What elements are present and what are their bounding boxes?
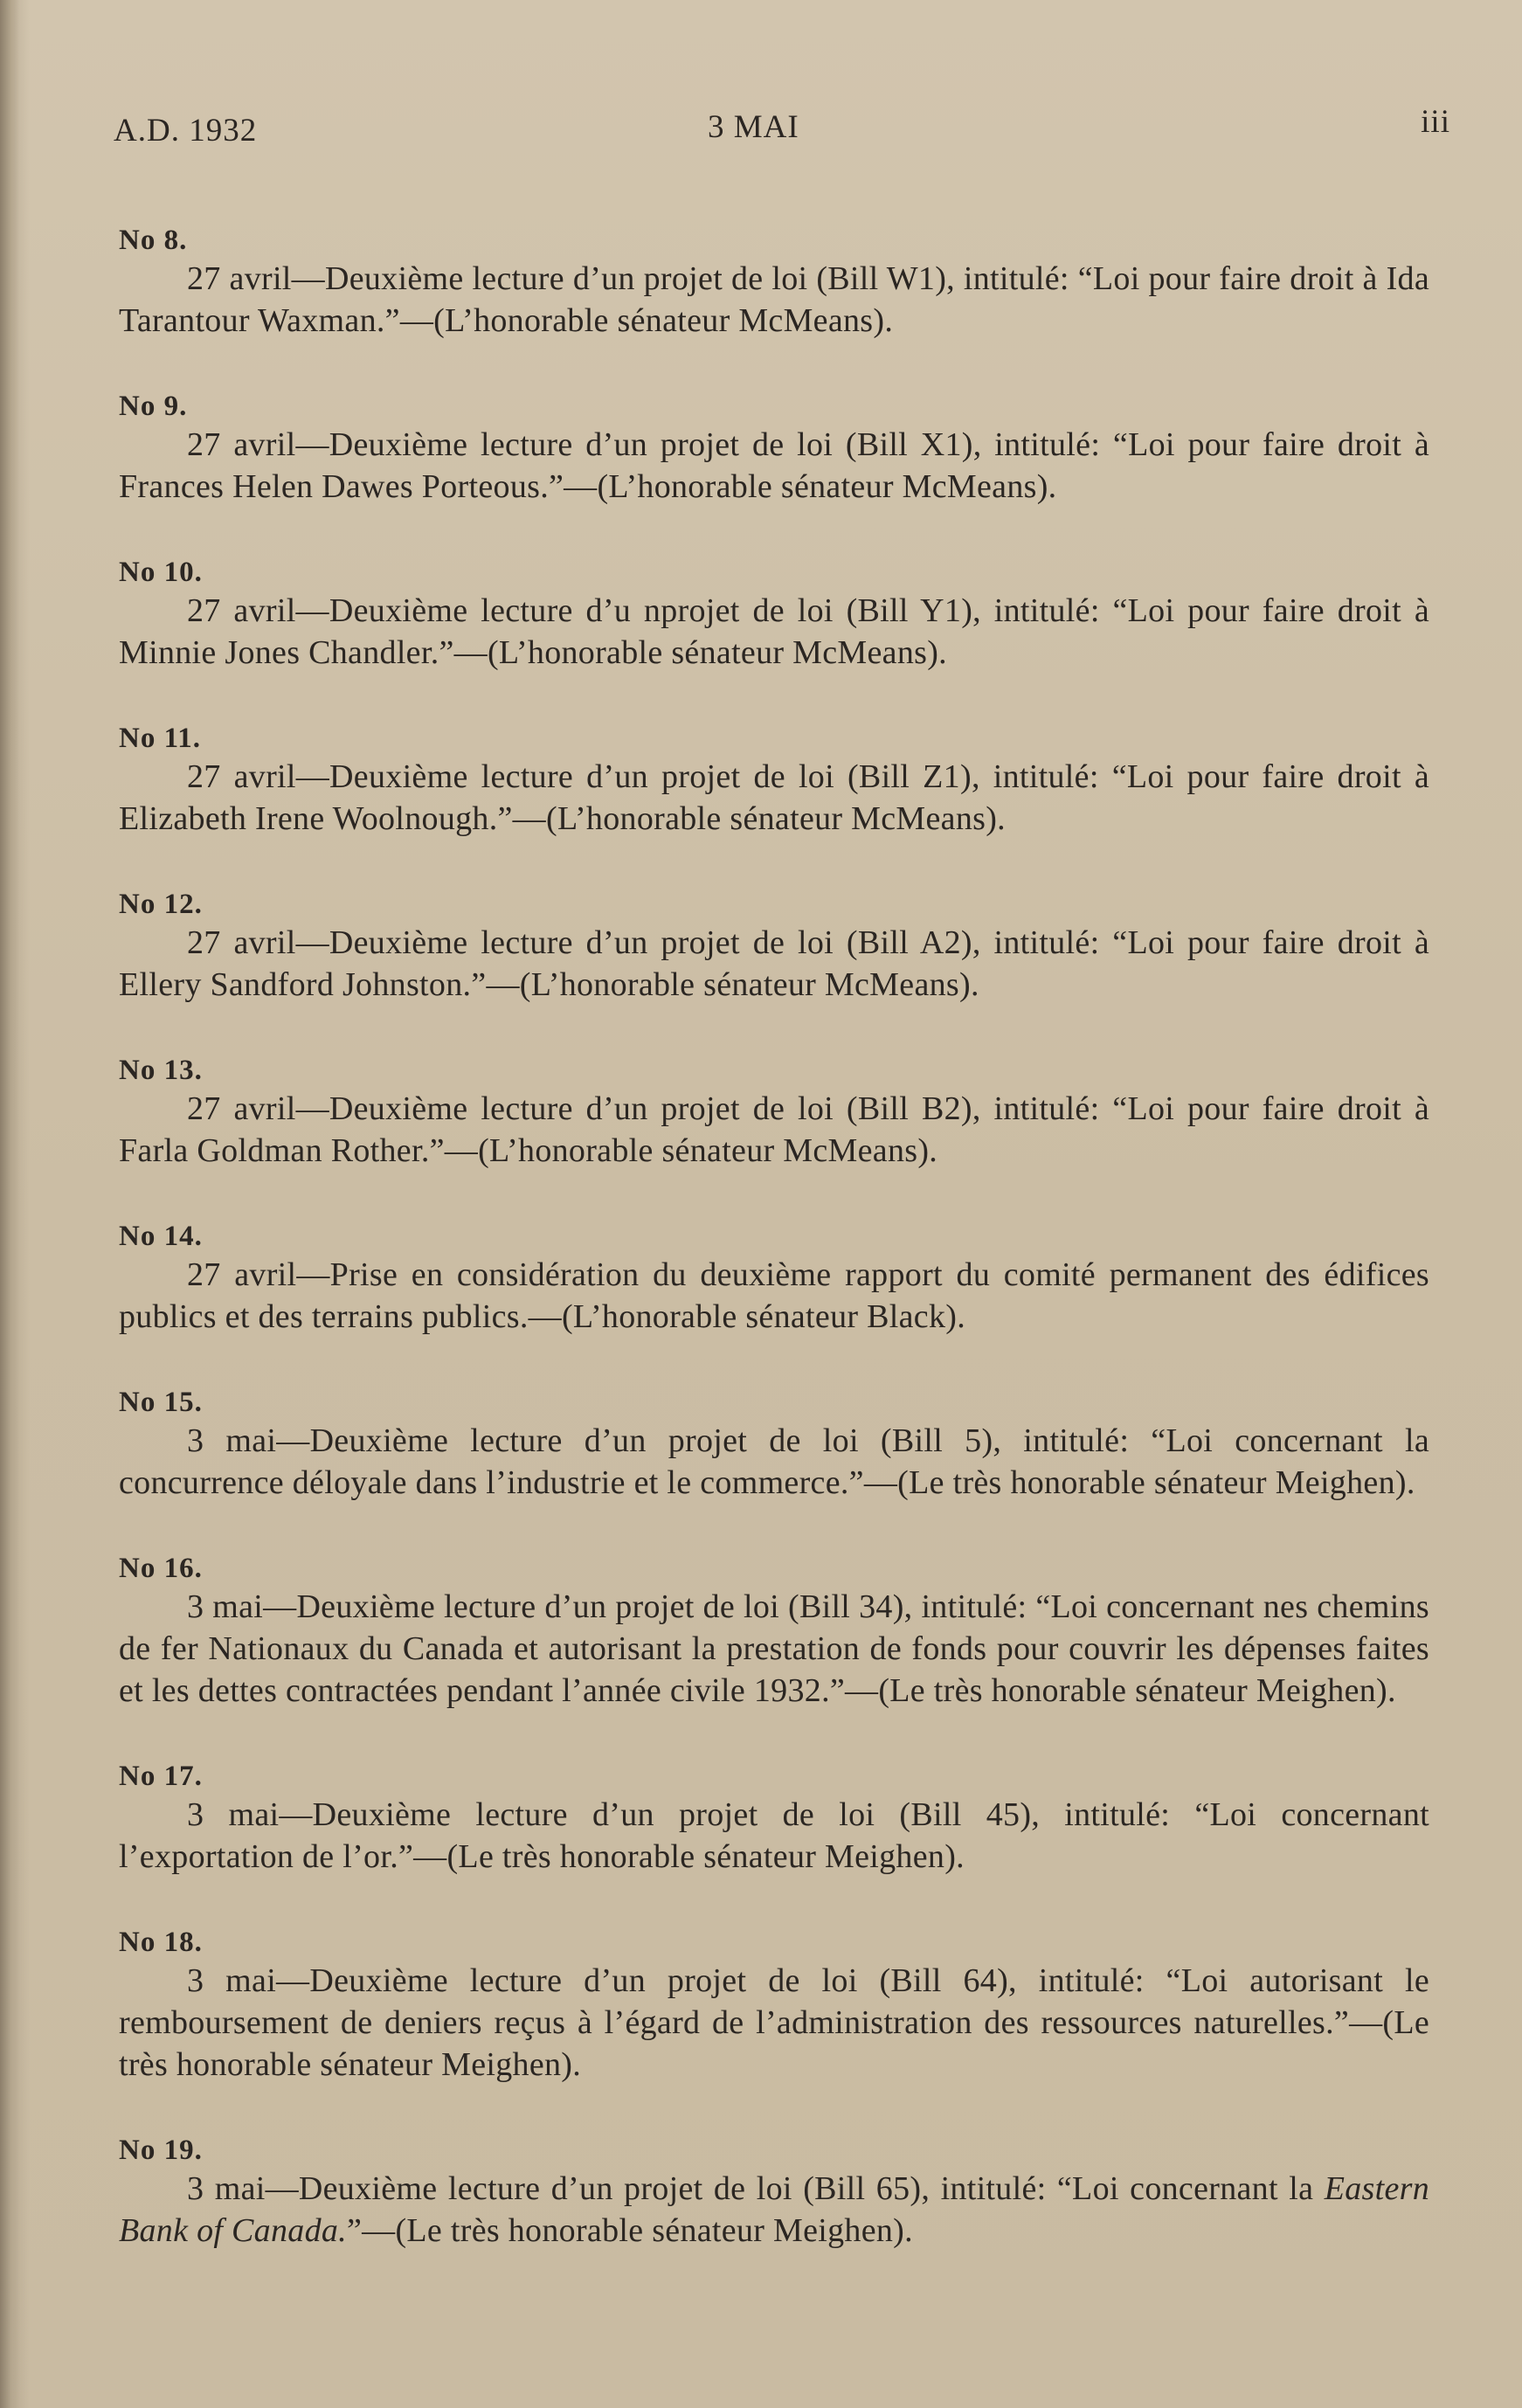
entry-9 bbox=[119, 389, 1429, 508]
entry-text: 3 mai—Deuxième lecture d’un projet de loi (Bill 64), intitulé: “Loi autorisant le remboursement de deniers reçus à l’égard de l’administration des ressources naturelles.”—(Le très honorable sénateur Meighen). bbox=[119, 1962, 1429, 2083]
entry-15 bbox=[119, 1385, 1429, 1504]
page-header bbox=[114, 104, 1450, 156]
entry-number: No 19. bbox=[119, 2135, 203, 2166]
binding-shadow bbox=[0, 0, 19, 2408]
entry-text: 27 avril—Deuxième lecture d’un projet de loi (Bill A2), intitulé: “Loi pour faire droit à Ellery Sandford Johnston.”—(L’honorable sénateur McMeans). bbox=[119, 924, 1429, 1003]
entry-text: 3 mai—Deuxième lecture d’un projet de loi (Bill 45), intitulé: “Loi concernant l’exportation de l’or.”—(Le très honorable sénateur Meighen). bbox=[119, 1796, 1429, 1875]
entry-number: No 18. bbox=[119, 1927, 203, 1958]
entry-16 bbox=[119, 1551, 1429, 1712]
entry-number: No 8. bbox=[119, 225, 188, 256]
entry-text: 27 avril—Deuxième lecture d’un projet de loi (Bill B2), intitulé: “Loi pour faire droit à Farla Goldman Rother.”—(L’honorable sénateur McMeans). bbox=[119, 1090, 1429, 1169]
page-number: iii bbox=[1421, 104, 1450, 140]
entry-text-start: 3 mai—Deuxième lecture d’un projet de loi (Bill 65), intitulé: “Loi concernant la bbox=[187, 2170, 1325, 2207]
entry-number: No 15. bbox=[119, 1387, 203, 1418]
entry-11 bbox=[119, 721, 1429, 840]
entry-13 bbox=[119, 1053, 1429, 1172]
entry-number: No 16. bbox=[119, 1553, 203, 1584]
header-year: A.D. 1932 bbox=[114, 113, 258, 149]
order-of-the-day-list bbox=[119, 223, 1429, 2299]
entry-8 bbox=[119, 223, 1429, 342]
entry-12 bbox=[119, 887, 1429, 1006]
entry-number: No 13. bbox=[119, 1055, 203, 1086]
entry-text-italic-bank-name: Eastern Bank of Canada. bbox=[119, 2170, 1429, 2249]
entry-text: 27 avril—Deuxième lecture d’u nprojet de loi (Bill Y1), intitulé: “Loi pour faire droit à Minnie Jones Chandler.”—(L’honorable sénateur McMeans). bbox=[119, 592, 1429, 671]
entry-text bbox=[119, 2168, 1429, 2252]
entry-text-end: ”—(Le très honorable sénateur Meighen). bbox=[346, 2212, 913, 2249]
entry-text: 3 mai—Deuxième lecture d’un projet de loi (Bill 34), intitulé: “Loi concernant nes chemins de fer Nationaux du Canada et autorisant la prestation de fonds pour couvrir les dépenses faites et les dettes contractées pendant l’année civile 1932.”—(Le très honorable sénateur Meighen). bbox=[119, 1588, 1429, 1709]
entry-text: 27 avril—Deuxième lecture d’un projet de loi (Bill X1), intitulé: “Loi pour faire droit à Frances Helen Dawes Porteous.”—(L’honorable sénateur McMeans). bbox=[119, 426, 1429, 505]
entry-number: No 11. bbox=[119, 723, 202, 754]
entry-18 bbox=[119, 1925, 1429, 2086]
entry-number: No 17. bbox=[119, 1761, 203, 1792]
entry-text: 27 avril—Deuxième lecture d’un projet de loi (Bill Z1), intitulé: “Loi pour faire droit à Elizabeth Irene Woolnough.”—(L’honorable sénateur McMeans). bbox=[119, 758, 1429, 837]
entry-10 bbox=[119, 555, 1429, 674]
entry-text: 27 avril—Prise en considération du deuxième rapport du comité permanent des édifices publics et des terrains publics.—(L’honorable sénateur Black). bbox=[119, 1256, 1429, 1335]
entry-number: No 9. bbox=[119, 391, 188, 422]
entry-text: 27 avril—Deuxième lecture d’un projet de loi (Bill W1), intitulé: “Loi pour faire droit à Ida Tarantour Waxman.”—(L’honorable sénateur McMeans). bbox=[119, 260, 1429, 339]
entry-19 bbox=[119, 2133, 1429, 2252]
entry-number: No 14. bbox=[119, 1221, 203, 1252]
entry-17 bbox=[119, 1759, 1429, 1878]
entry-number: No 10. bbox=[119, 557, 203, 588]
header-date: 3 MAI bbox=[708, 109, 799, 145]
entry-text: 3 mai—Deuxième lecture d’un projet de loi (Bill 5), intitulé: “Loi concernant la concurrence déloyale dans l’industrie et le commerce.”—(Le très honorable sénateur Meighen). bbox=[119, 1422, 1429, 1501]
entry-14 bbox=[119, 1219, 1429, 1338]
entry-number: No 12. bbox=[119, 889, 203, 920]
